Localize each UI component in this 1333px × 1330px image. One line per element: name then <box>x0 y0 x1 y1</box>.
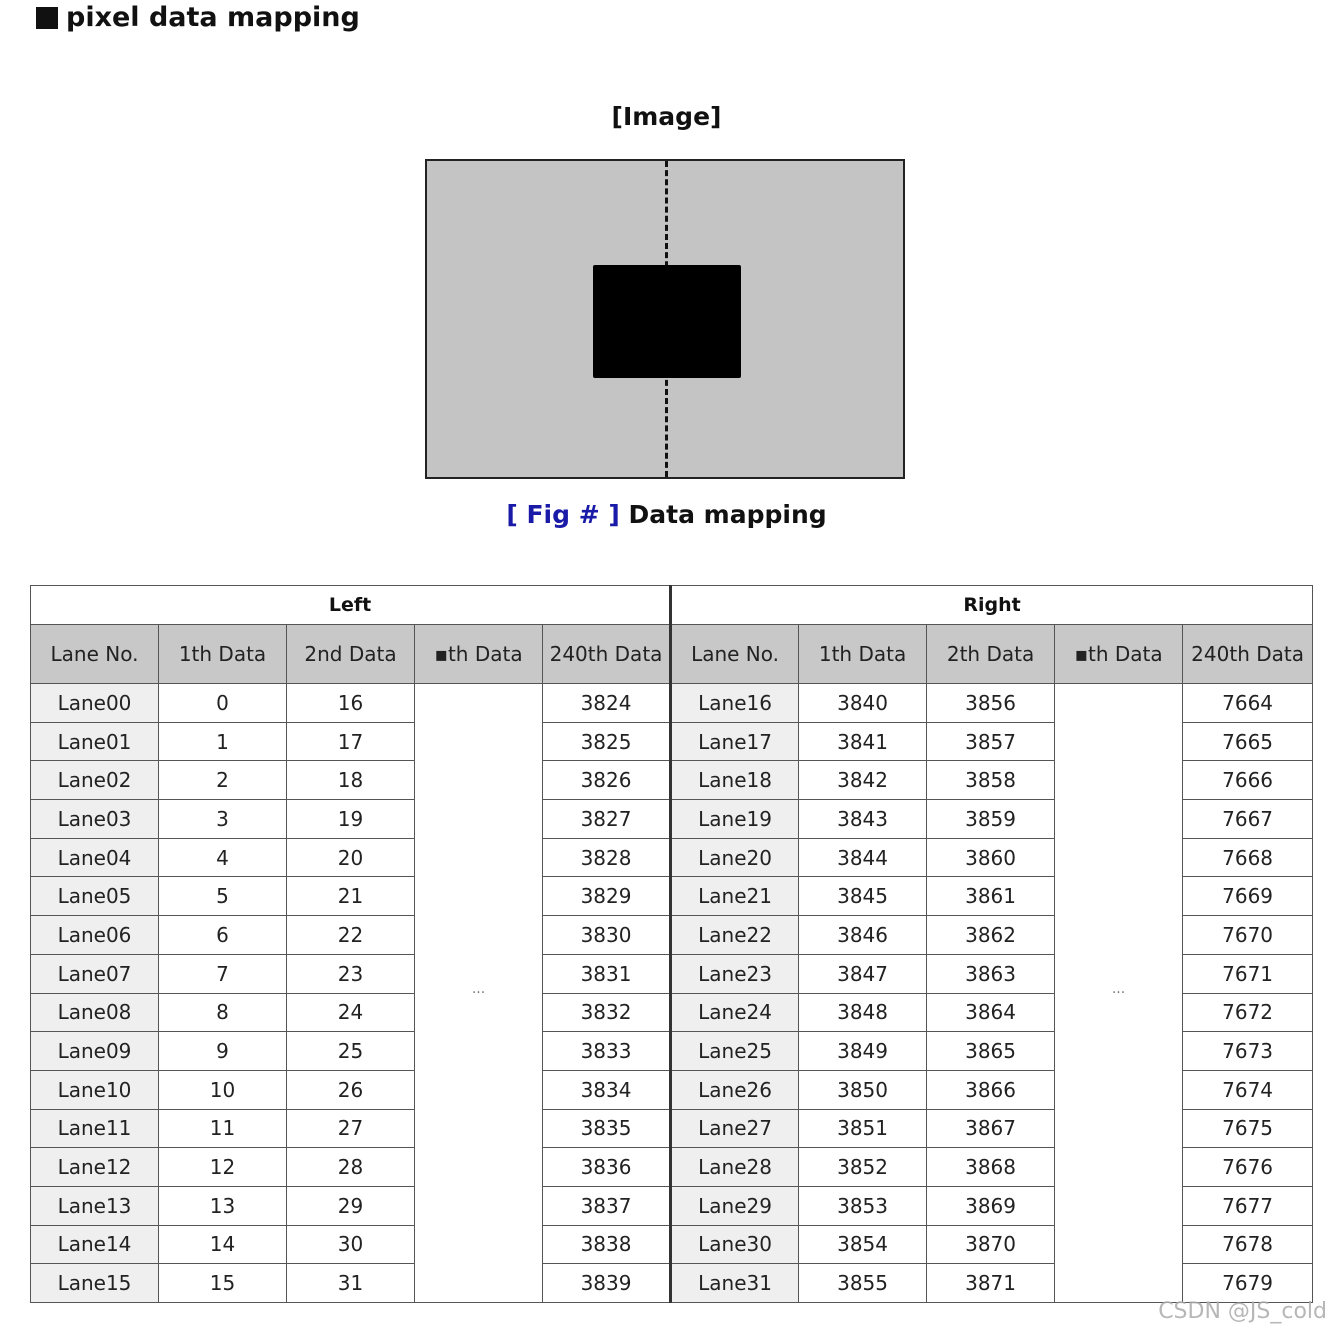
data-cell: 7671 <box>1183 954 1313 993</box>
data-cell: 3858 <box>927 761 1055 800</box>
lane-cell: Lane27 <box>671 1109 799 1148</box>
data-cell: 3863 <box>927 954 1055 993</box>
data-cell: 3845 <box>799 877 927 916</box>
lane-cell: Lane03 <box>31 800 159 839</box>
lane-cell: Lane02 <box>31 761 159 800</box>
data-cell: 3859 <box>927 800 1055 839</box>
watermark: CSDN @JS_cold <box>1158 1299 1327 1324</box>
data-cell: 1 <box>159 722 287 761</box>
lane-cell: Lane18 <box>671 761 799 800</box>
data-cell: 7668 <box>1183 838 1313 877</box>
data-cell: 3864 <box>927 993 1055 1032</box>
data-cell: 3856 <box>927 684 1055 723</box>
data-cell: 3838 <box>543 1225 671 1264</box>
data-cell: 15 <box>159 1264 287 1303</box>
data-cell: 31 <box>287 1264 415 1303</box>
data-cell: 3825 <box>543 722 671 761</box>
data-cell: 3826 <box>543 761 671 800</box>
lane-cell: Lane25 <box>671 1032 799 1071</box>
data-cell: 7679 <box>1183 1264 1313 1303</box>
center-black-block <box>593 265 741 378</box>
lane-cell: Lane05 <box>31 877 159 916</box>
data-cell: 7665 <box>1183 722 1313 761</box>
column-header-row <box>31 625 1313 684</box>
ellipsis-cell-left: ··· <box>415 684 543 1303</box>
lane-cell: Lane16 <box>671 684 799 723</box>
mapping-table-container <box>30 585 1312 1303</box>
data-cell: 21 <box>287 877 415 916</box>
lane-cell: Lane13 <box>31 1186 159 1225</box>
data-cell: 3844 <box>799 838 927 877</box>
data-cell: 7672 <box>1183 993 1313 1032</box>
data-cell: 3835 <box>543 1109 671 1148</box>
data-cell: 3867 <box>927 1109 1055 1148</box>
data-cell: 3840 <box>799 684 927 723</box>
lane-cell: Lane12 <box>31 1148 159 1187</box>
data-cell: 3850 <box>799 1070 927 1109</box>
group-header-row <box>31 586 1313 625</box>
data-cell: 3866 <box>927 1070 1055 1109</box>
data-cell: 22 <box>287 916 415 955</box>
data-cell: 7677 <box>1183 1186 1313 1225</box>
data-cell: 2 <box>159 761 287 800</box>
data-cell: 11 <box>159 1109 287 1148</box>
data-cell: 19 <box>287 800 415 839</box>
figure-number: [ Fig # ] <box>506 500 620 529</box>
data-cell: 3827 <box>543 800 671 839</box>
data-cell: 3854 <box>799 1225 927 1264</box>
section-heading <box>36 2 360 33</box>
data-cell: 3855 <box>799 1264 927 1303</box>
data-cell: 26 <box>287 1070 415 1109</box>
data-cell: 3869 <box>927 1186 1055 1225</box>
data-cell: 3839 <box>543 1264 671 1303</box>
data-cell: 3828 <box>543 838 671 877</box>
data-cell: 7675 <box>1183 1109 1313 1148</box>
data-cell: 8 <box>159 993 287 1032</box>
col-header-right-240th: 240th Data <box>1183 625 1313 684</box>
data-cell: 7674 <box>1183 1070 1313 1109</box>
data-cell: 7664 <box>1183 684 1313 723</box>
data-mapping-figure <box>425 159 905 479</box>
data-cell: 27 <box>287 1109 415 1148</box>
ellipsis-cell-right: ··· <box>1055 684 1183 1303</box>
square-bullet-icon <box>36 7 58 29</box>
data-cell: 3853 <box>799 1186 927 1225</box>
col-header-left-1th: 1th Data <box>159 625 287 684</box>
data-cell: 10 <box>159 1070 287 1109</box>
data-cell: 3871 <box>927 1264 1055 1303</box>
data-cell: 6 <box>159 916 287 955</box>
data-cell: 3862 <box>927 916 1055 955</box>
lane-cell: Lane15 <box>31 1264 159 1303</box>
group-header-left: Left <box>31 586 671 625</box>
data-cell: 3861 <box>927 877 1055 916</box>
data-cell: 7667 <box>1183 800 1313 839</box>
data-cell: 3829 <box>543 877 671 916</box>
data-cell: 3 <box>159 800 287 839</box>
data-cell: 3868 <box>927 1148 1055 1187</box>
data-cell: 3824 <box>543 684 671 723</box>
lane-cell: Lane07 <box>31 954 159 993</box>
data-cell: 20 <box>287 838 415 877</box>
lane-cell: Lane21 <box>671 877 799 916</box>
data-cell: 3870 <box>927 1225 1055 1264</box>
col-header-left-240th: 240th Data <box>543 625 671 684</box>
lane-cell: Lane00 <box>31 684 159 723</box>
data-cell: 3857 <box>927 722 1055 761</box>
data-cell: 25 <box>287 1032 415 1071</box>
data-cell: 3852 <box>799 1148 927 1187</box>
mapping-table <box>30 585 1313 1303</box>
section-heading-text: pixel data mapping <box>66 2 360 33</box>
figure-caption-text: Data mapping <box>628 500 827 529</box>
col-header-right-1th: 1th Data <box>799 625 927 684</box>
data-cell: 3832 <box>543 993 671 1032</box>
data-cell: 28 <box>287 1148 415 1187</box>
data-cell: 3833 <box>543 1032 671 1071</box>
lane-cell: Lane10 <box>31 1070 159 1109</box>
data-cell: 7673 <box>1183 1032 1313 1071</box>
data-cell: 13 <box>159 1186 287 1225</box>
data-cell: 3843 <box>799 800 927 839</box>
data-cell: 3841 <box>799 722 927 761</box>
lane-cell: Lane08 <box>31 993 159 1032</box>
data-cell: 7676 <box>1183 1148 1313 1187</box>
lane-cell: Lane31 <box>671 1264 799 1303</box>
data-cell: 7666 <box>1183 761 1313 800</box>
data-cell: 9 <box>159 1032 287 1071</box>
lane-cell: Lane19 <box>671 800 799 839</box>
data-cell: 30 <box>287 1225 415 1264</box>
col-header-right-lane: Lane No. <box>671 625 799 684</box>
lane-cell: Lane09 <box>31 1032 159 1071</box>
table-row <box>31 684 1313 723</box>
col-header-left-lane: Lane No. <box>31 625 159 684</box>
data-cell: 7678 <box>1183 1225 1313 1264</box>
data-cell: 3837 <box>543 1186 671 1225</box>
data-cell: 12 <box>159 1148 287 1187</box>
lane-cell: Lane01 <box>31 722 159 761</box>
data-cell: 24 <box>287 993 415 1032</box>
col-header-right-2th: 2th Data <box>927 625 1055 684</box>
data-cell: 16 <box>287 684 415 723</box>
data-cell: 0 <box>159 684 287 723</box>
data-cell: 3842 <box>799 761 927 800</box>
col-header-left-nth: ▪th Data <box>415 625 543 684</box>
figure-caption <box>0 500 1333 529</box>
lane-cell: Lane11 <box>31 1109 159 1148</box>
lane-cell: Lane06 <box>31 916 159 955</box>
lane-cell: Lane26 <box>671 1070 799 1109</box>
data-cell: 3831 <box>543 954 671 993</box>
data-cell: 23 <box>287 954 415 993</box>
col-header-left-2nd: 2nd Data <box>287 625 415 684</box>
data-cell: 18 <box>287 761 415 800</box>
data-cell: 3836 <box>543 1148 671 1187</box>
data-cell: 3865 <box>927 1032 1055 1071</box>
lane-cell: Lane30 <box>671 1225 799 1264</box>
lane-cell: Lane17 <box>671 722 799 761</box>
lane-cell: Lane14 <box>31 1225 159 1264</box>
data-cell: 3851 <box>799 1109 927 1148</box>
data-cell: 3849 <box>799 1032 927 1071</box>
lane-cell: Lane24 <box>671 993 799 1032</box>
lane-cell: Lane22 <box>671 916 799 955</box>
data-cell: 3848 <box>799 993 927 1032</box>
data-cell: 14 <box>159 1225 287 1264</box>
group-header-right: Right <box>671 586 1313 625</box>
lane-cell: Lane29 <box>671 1186 799 1225</box>
col-header-right-nth: ▪th Data <box>1055 625 1183 684</box>
data-cell: 29 <box>287 1186 415 1225</box>
image-label: [Image] <box>611 102 722 131</box>
data-cell: 3847 <box>799 954 927 993</box>
data-cell: 4 <box>159 838 287 877</box>
data-cell: 7 <box>159 954 287 993</box>
data-cell: 3830 <box>543 916 671 955</box>
data-cell: 3834 <box>543 1070 671 1109</box>
data-cell: 5 <box>159 877 287 916</box>
data-cell: 3860 <box>927 838 1055 877</box>
data-cell: 3846 <box>799 916 927 955</box>
lane-cell: Lane28 <box>671 1148 799 1187</box>
table-body <box>31 684 1313 1303</box>
data-cell: 7669 <box>1183 877 1313 916</box>
lane-cell: Lane23 <box>671 954 799 993</box>
data-cell: 17 <box>287 722 415 761</box>
data-cell: 7670 <box>1183 916 1313 955</box>
lane-cell: Lane20 <box>671 838 799 877</box>
lane-cell: Lane04 <box>31 838 159 877</box>
